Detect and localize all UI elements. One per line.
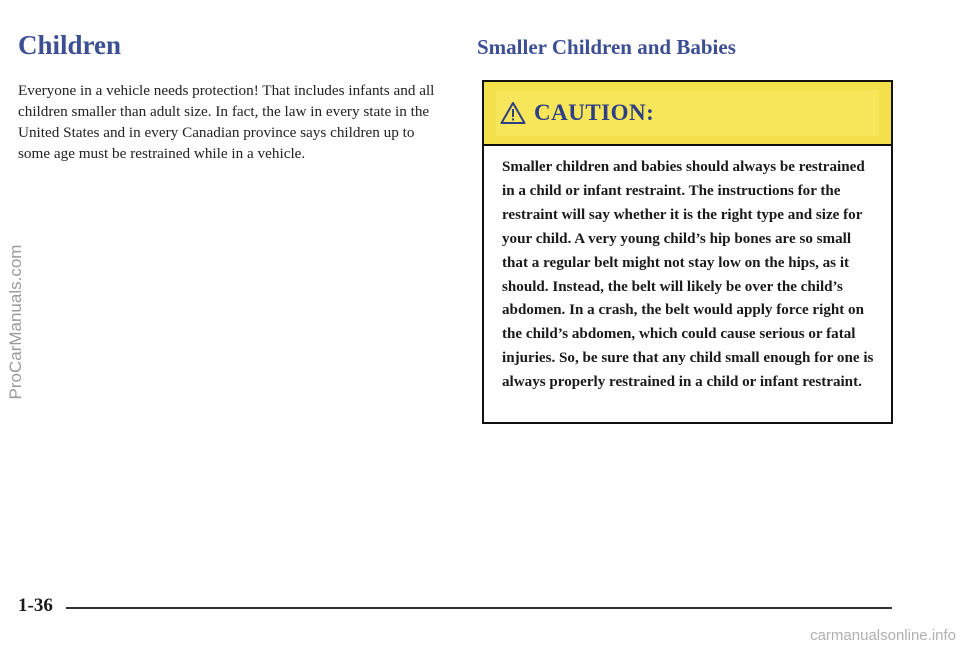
footer-rule <box>66 607 892 609</box>
children-body-text: Everyone in a vehicle needs protection! That includes infants and all children smaller than adult size. In fact, the law in every state in the United States and in every Canadian province says children up to some age must be restrained while in a vehicle. <box>18 82 435 162</box>
warning-triangle-icon <box>500 101 526 125</box>
caution-banner <box>484 82 891 146</box>
procarmanuals-watermark: ProCarManuals.com <box>6 244 25 400</box>
caution-banner-inner <box>496 90 879 136</box>
section-heading-smaller-children: Smaller Children and Babies <box>477 35 736 59</box>
site-watermark: carmanualsonline.info <box>810 627 956 644</box>
section-heading-children: Children <box>18 30 122 60</box>
page-number: 1-36 <box>18 595 53 616</box>
caution-box <box>482 80 893 424</box>
caution-text: Smaller children and babies should always be restrained in a child or infant restraint. The instructions for the restraint will say whether it is the right type and size for your child. A very young child’s hip bones are so small that a regular belt might not stay low on the hips, as it should. Instead, the belt will likely be over the child’s abdomen. In a crash, the belt would apply force right on the child’s abdomen, which could cause serious or fatal injuries. So, be sure that any child small enough for one is always properly restrained in a child or infant restraint. <box>502 159 874 391</box>
caution-label: CAUTION: <box>534 100 655 125</box>
